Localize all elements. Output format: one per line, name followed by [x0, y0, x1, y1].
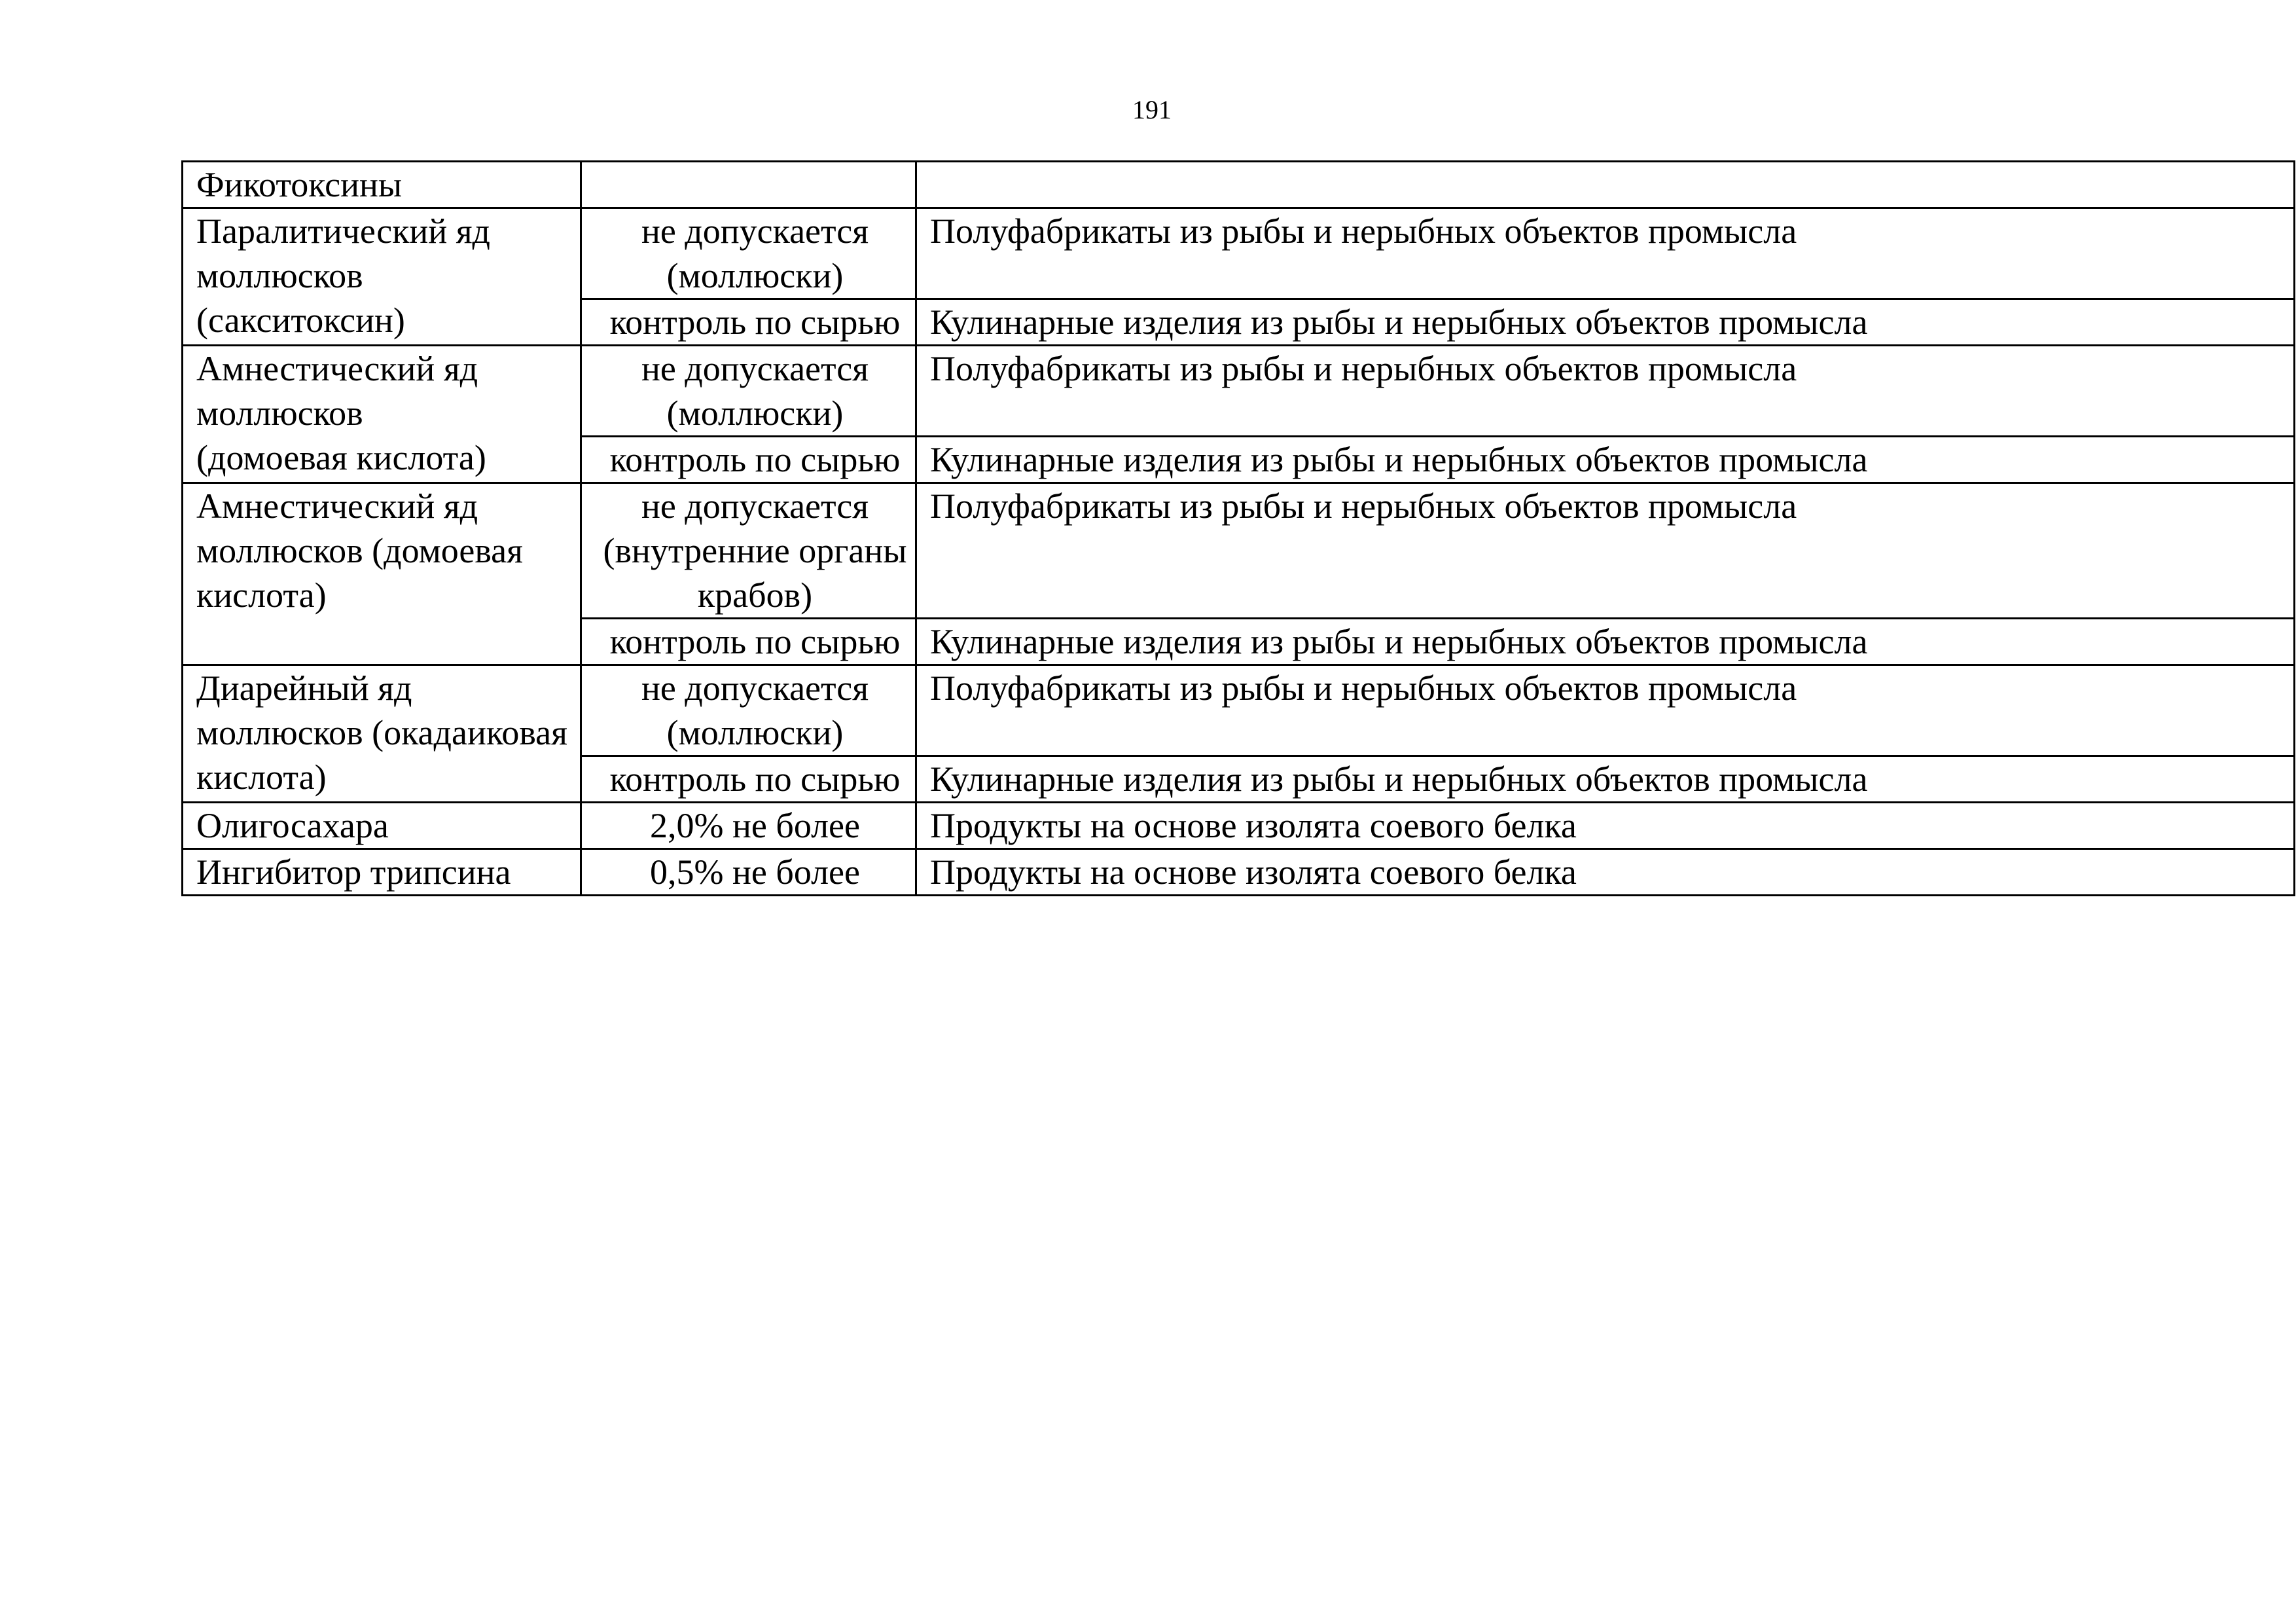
toxin-name-cell: Амнестический яд моллюсков (домоевая кислота) [183, 483, 581, 665]
toxin-name-cell: Паралитический яд моллюсков (сакситоксин) [183, 208, 581, 346]
product-cell: Кулинарные изделия из рыбы и нерыбных объектов промысла [916, 619, 2295, 665]
header-norm-cell [581, 162, 916, 208]
product-cell: Продукты на основе изолята соевого белка [916, 849, 2295, 896]
norm-cell: 0,5% не более [581, 849, 916, 896]
substance-name-cell: Олигосахара [183, 803, 581, 849]
substance-name-cell: Ингибитор трипсина [183, 849, 581, 896]
toxins-table [181, 160, 2295, 896]
header-product-cell [916, 162, 2295, 208]
table-row [183, 208, 2295, 299]
product-cell: Кулинарные изделия из рыбы и нерыбных объектов промысла [916, 437, 2295, 483]
table-row [183, 803, 2295, 849]
product-cell: Продукты на основе изолята соевого белка [916, 803, 2295, 849]
toxin-name-cell: Диарейный яд моллюсков (окадаиковая кислота) [183, 665, 581, 803]
table-row [183, 665, 2295, 756]
product-cell: Полуфабрикаты из рыбы и нерыбных объектов промысла [916, 346, 2295, 437]
page-number: 191 [1132, 95, 1172, 124]
norm-cell: не допускается (моллюски) [581, 346, 916, 437]
product-cell: Полуфабрикаты из рыбы и нерыбных объектов промысла [916, 483, 2295, 619]
norm-cell: не допускается (моллюски) [581, 665, 916, 756]
norm-cell: контроль по сырью [581, 437, 916, 483]
product-cell: Полуфабрикаты из рыбы и нерыбных объектов промысла [916, 208, 2295, 299]
norm-cell: контроль по сырью [581, 756, 916, 803]
table-row [183, 346, 2295, 437]
section-heading: Фикотоксины [183, 162, 581, 208]
product-cell: Кулинарные изделия из рыбы и нерыбных объектов промысла [916, 756, 2295, 803]
table-row [183, 483, 2295, 619]
toxin-name-cell: Амнестический яд моллюсков (домоевая кислота) [183, 346, 581, 483]
norm-cell: не допускается (моллюски) [581, 208, 916, 299]
norm-cell: контроль по сырью [581, 299, 916, 346]
norm-cell: не допускается (внутренние органы крабов) [581, 483, 916, 619]
product-cell: Полуфабрикаты из рыбы и нерыбных объектов промысла [916, 665, 2295, 756]
table-row [183, 162, 2295, 208]
norm-cell: контроль по сырью [581, 619, 916, 665]
table-row [183, 849, 2295, 896]
norm-cell: 2,0% не более [581, 803, 916, 849]
product-cell: Кулинарные изделия из рыбы и нерыбных объектов промысла [916, 299, 2295, 346]
